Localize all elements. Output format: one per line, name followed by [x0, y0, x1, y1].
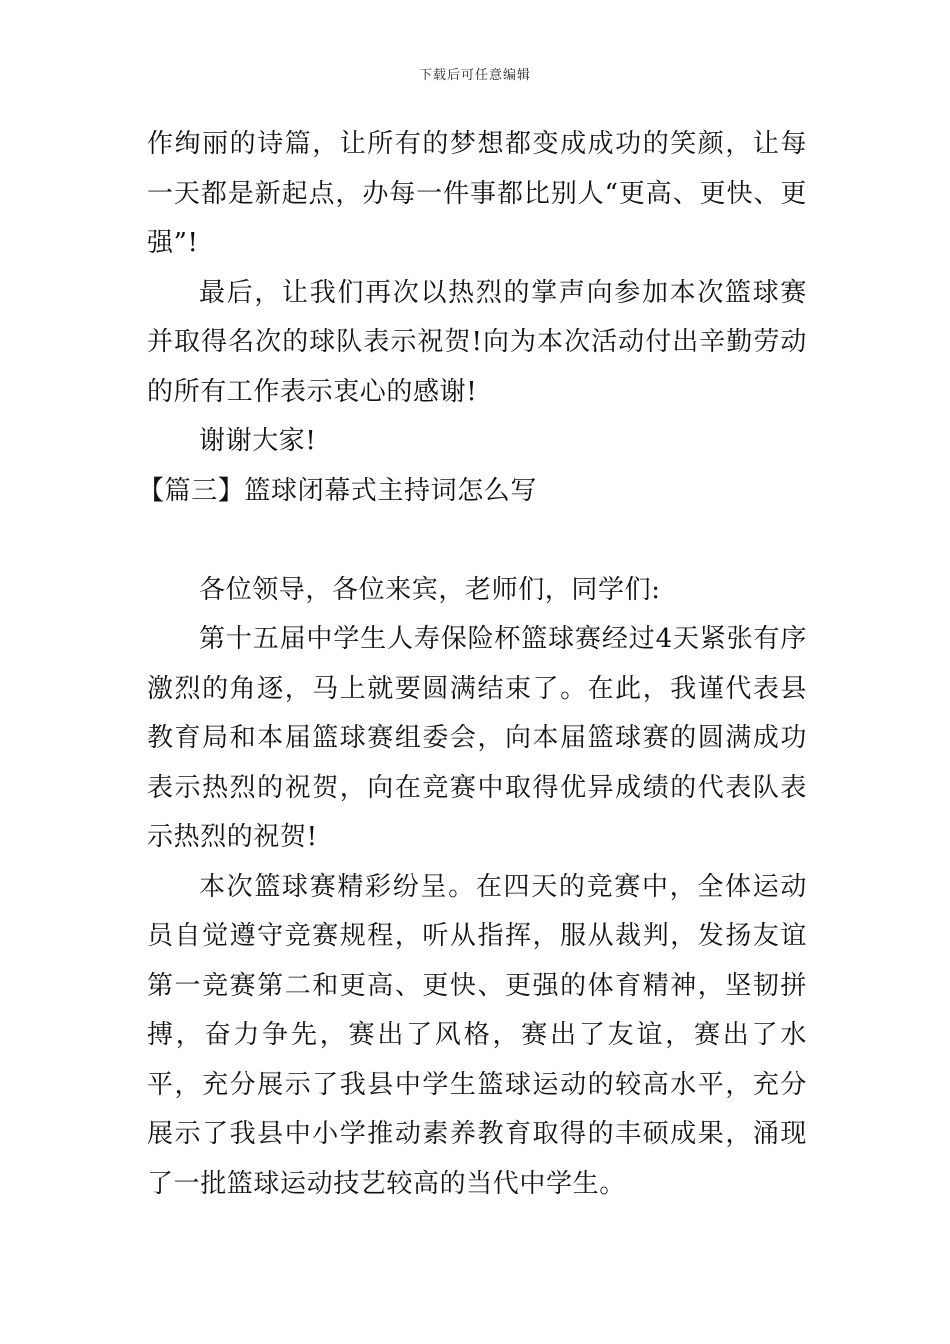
- paragraph: 本次篮球赛精彩纷呈。在四天的竞赛中，全体运动员自觉遵守竞赛规程，听从指挥，服从裁判，发扬友谊第一竞赛第二和更高、更快、更强的体育精神，坚韧拼搏，奋力争先，赛出了风格，赛出了友谊，赛出了水平，充分展示了我县中学生篮球运动的较高水平，充分展示了我县中小学推动素养教育取得的丰硕成果，涌现了一批篮球运动技艺较高的当代中学生。: [147, 871, 807, 1199]
- paragraph: 最后，让我们再次以热烈的掌声向参加本次篮球赛并取得名次的球队表示祝贺!向为本次活动付出辛勤劳动的所有工作表示衷心的感谢!: [147, 277, 807, 407]
- paragraph: 作绚丽的诗篇，让所有的梦想都变成成功的笑颜，让每一天都是新起点，办每一件事都比别人“更高、更快、更强”!: [147, 129, 807, 258]
- page-header: 下载后可任意编辑: [418, 68, 531, 83]
- blank-line: [147, 516, 807, 566]
- document-body: [138, 120, 807, 1209]
- paragraph: 谢谢大家!: [199, 426, 317, 456]
- section-title: 【篇三】篮球闭幕式主持词怎么写: [138, 475, 538, 506]
- salutation: 各位领导，各位来宾，老师们，同学们:: [199, 574, 661, 605]
- paragraph: 第十五届中学生人寿保险杯篮球赛经过4天紧张有序激烈的角逐，马上就要圆满结束了。在此，我谨代表县教育局和本届篮球赛组委会，向本届篮球赛的圆满成功表示热烈的祝贺，向在竞赛中取得优异成绩的代表队表示热烈的祝贺!: [147, 624, 807, 852]
